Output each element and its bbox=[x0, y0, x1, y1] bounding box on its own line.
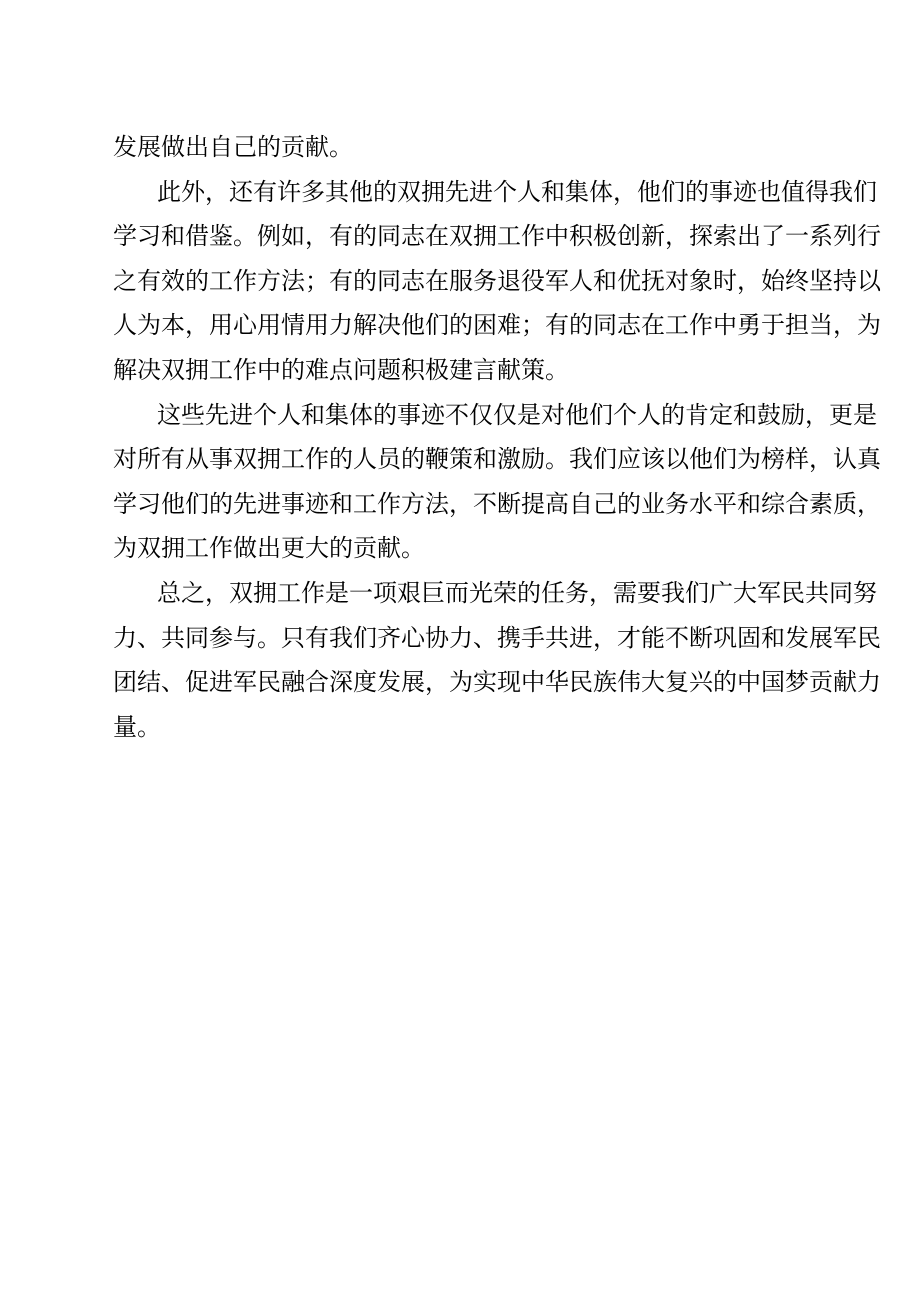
text-line: 这些先进个人和集体的事迹不仅仅是对他们个人的肯定和鼓励，更是 bbox=[157, 400, 877, 429]
text-line: 此外，还有许多其他的双拥先进个人和集体，他们的事迹也值得我们 bbox=[157, 177, 877, 206]
paragraph-conclusion bbox=[113, 571, 881, 749]
document-body bbox=[113, 125, 881, 749]
text-line: 力、共同参与。只有我们齐心协力、携手共进，才能不断巩固和发展军民 bbox=[113, 623, 881, 652]
text-line: 量。 bbox=[113, 712, 161, 741]
text-line: 为双拥工作做出更大的贡献。 bbox=[113, 534, 425, 563]
text-line: 之有效的工作方法；有的同志在服务退役军人和优抚对象时，始终坚持以 bbox=[113, 266, 881, 295]
paragraph-other-examples bbox=[113, 170, 881, 393]
text-line: 学习他们的先进事迹和工作方法，不断提高自己的业务水平和综合素质， bbox=[113, 489, 881, 518]
text-line: 解决双拥工作中的难点问题积极建言献策。 bbox=[113, 355, 569, 384]
paragraph-significance bbox=[113, 393, 881, 571]
text-line: 学习和借鉴。例如，有的同志在双拥工作中积极创新，探索出了一系列行 bbox=[113, 222, 881, 251]
text-line: 团结、促进军民融合深度发展，为实现中华民族伟大复兴的中国梦贡献力 bbox=[113, 668, 881, 697]
text-line: 发展做出自己的贡献。 bbox=[113, 133, 353, 161]
text-line: 总之，双拥工作是一项艰巨而光荣的任务，需要我们广大军民共同努 bbox=[157, 578, 877, 607]
paragraph-continuation bbox=[113, 125, 807, 170]
text-line: 人为本，用心用情用力解决他们的困难；有的同志在工作中勇于担当，为 bbox=[113, 311, 881, 340]
text-line: 对所有从事双拥工作的人员的鞭策和激励。我们应该以他们为榜样，认真 bbox=[113, 445, 881, 474]
